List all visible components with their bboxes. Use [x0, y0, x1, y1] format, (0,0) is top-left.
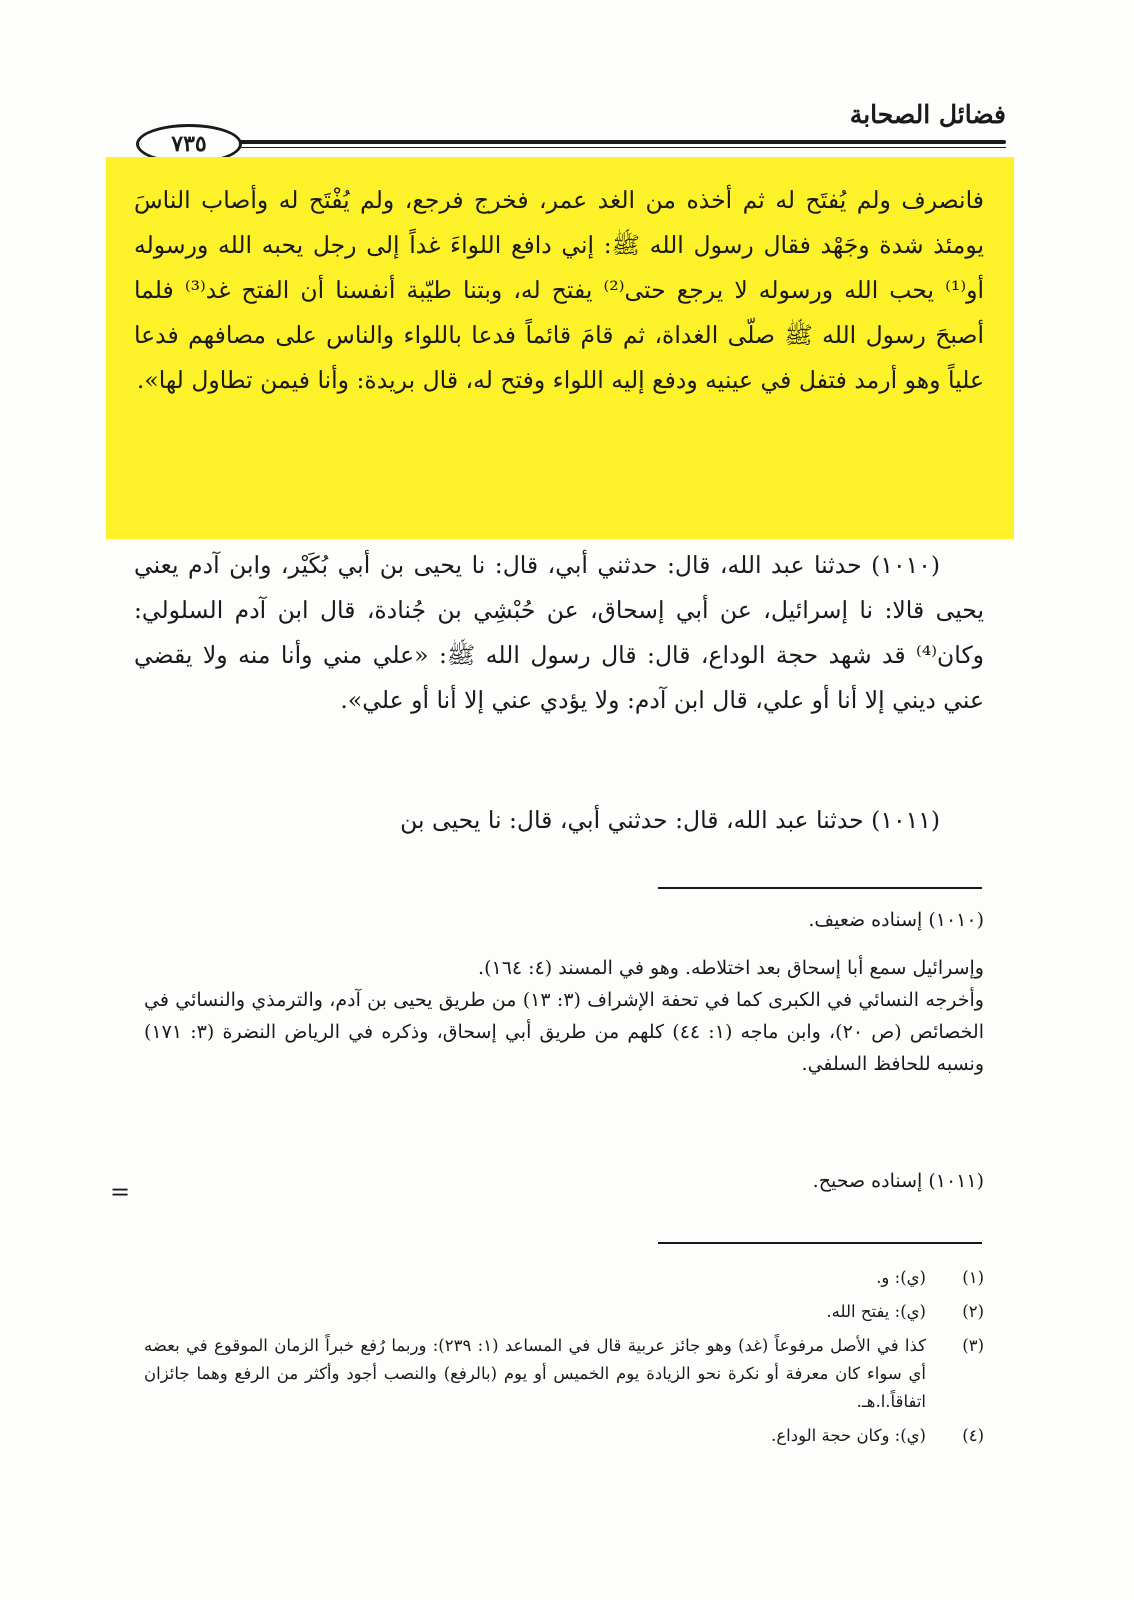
- footnote-row: [144, 1422, 984, 1450]
- footnote-text: (ي): وكان حجة الوداع.: [771, 1426, 926, 1445]
- footnote-row: [144, 1264, 984, 1292]
- footnotes: [144, 1264, 984, 1450]
- note-1010-para-2: وأخرجه النسائي في الكبرى كما في تحفة الإشراف (٣: ١٣) من طريق يحيى بن آدم، والترمذي والنسائي في الخصائص (ص ٢٠)، وابن ماجه (١: ٤٤) كلهم من طريق أبي إسحاق، وذكره في الرياض النضرة (٣: ١٧١) ونسبه للحافظ السلفي.: [144, 989, 984, 1075]
- footnote-number: (١): [962, 1268, 984, 1287]
- notes-separator: [658, 887, 982, 889]
- footnote-text: كذا في الأصل مرفوعاً (غد) وهو جائز عربية قال في المساعد (١: ٢٣٩): وربما رُفع خبراً الزمان الموقوع في بعضه أي سواء كان معرفة أو نكرة نحو الزيادة يوم الخميس أو يوم (بالرفع) والنصب أجود وأكثر من الرفع وهما جائزان اتفاقاً.ا.هـ.: [144, 1336, 926, 1411]
- note-1010-para-1: وإسرائيل سمع أبا إسحاق بعد اختلاطه. وهو في المسند (٤: ١٦٤).: [478, 957, 984, 979]
- margin-mark: =: [110, 1178, 131, 1206]
- note-1010-body: [144, 952, 984, 1080]
- hadith-1011: (١٠١١) حدثنا عبد الله، قال: حدثني أبي، قال: نا يحيى بن: [400, 806, 940, 834]
- page-title: فضائل الصحابة: [849, 100, 1006, 129]
- footnote-number: (٣): [962, 1336, 984, 1355]
- page-number: ٧٣٥: [136, 124, 242, 164]
- hadith-1010: (١٠١٠) حدثنا عبد الله، قال: حدثني أبي، قال: نا يحيى بن أبي بُكَيْر، وابن آدم يعني يحيى قالا: نا إسرائيل، عن أبي إسحاق، عن حُبْشِي بن جُنادة، قال ابن آدم السلولي: وكان⁽⁴⁾ قد شهد حجة الوداع، قال: قال رسول الله ﷺ: «علي مني وأنا منه ولا يقضي عني ديني إلا أنا أو علي، قال ابن آدم: ولا يؤدي عني إلا أنا أو علي».: [134, 551, 984, 714]
- footnote-text: (ي): و.: [876, 1268, 926, 1287]
- header-rule: [216, 140, 1006, 144]
- page-header: [136, 100, 1006, 157]
- footnote-number: (٢): [962, 1302, 984, 1321]
- highlighted-paragraph: فانصرف ولم يُفتَح له ثم أخذه من الغد عمر، فخرج فرجع، ولم يُفْتَح له وأصاب الناسَ يومئذ شدة وجَهْد فقال رسول الله ﷺ: إني دافع اللواءَ غداً إلى رجل يحبه الله ورسوله أو⁽¹⁾ يحب الله ورسوله لا يرجع حتى⁽²⁾ يفتح له، وبتنا طيّبة أنفسنا أن الفتح غد⁽³⁾ فلما أصبحَ رسول الله ﷺ صلّى الغداة، ثم قامَ قائماً فدعا باللواء والناس على مصافهم فدعا علياً وهو أرمد فتفل في عينيه ودفع إليه اللواء وفتح له، قال بريدة: وأنا فيمن تطاول لها».: [134, 186, 984, 394]
- footnote-row: [144, 1332, 984, 1416]
- footnotes-separator: [658, 1242, 982, 1244]
- note-1010-heading: (١٠١٠) إسناده ضعيف.: [808, 909, 984, 931]
- note-1011: (١٠١١) إسناده صحيح.: [812, 1170, 984, 1192]
- footnote-number: (٤): [962, 1426, 984, 1445]
- footnote-text: (ي): يفتح الله.: [826, 1302, 926, 1321]
- footnote-row: [144, 1298, 984, 1326]
